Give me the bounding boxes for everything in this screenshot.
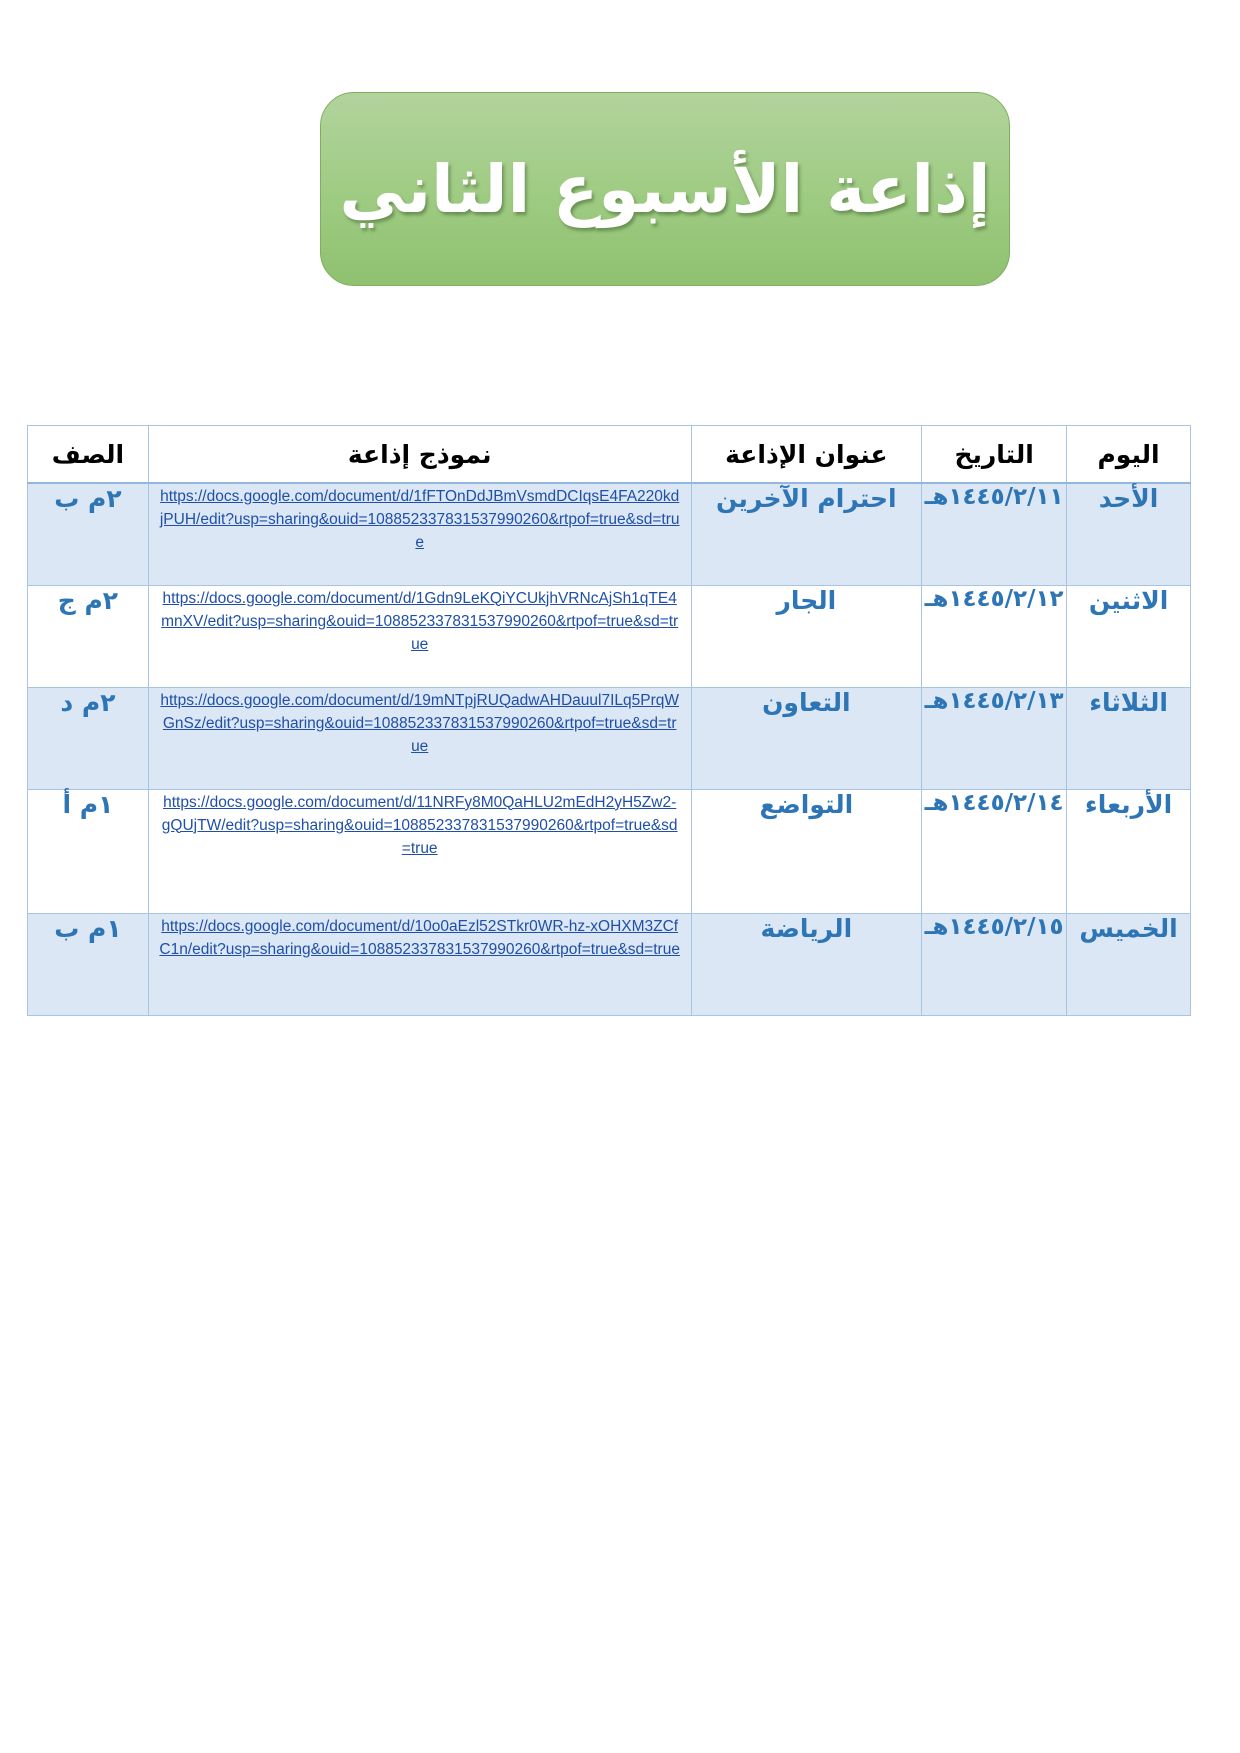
- class-cell: ٢م ج: [28, 585, 149, 687]
- day-cell: الأربعاء: [1067, 789, 1191, 913]
- topic-cell: التعاون: [691, 687, 922, 789]
- schedule-table: [27, 425, 1191, 1016]
- date-cell: ١٤٤٥/٢/١٢هـ: [922, 585, 1067, 687]
- day-cell: الأحد: [1067, 483, 1191, 585]
- day-cell: الاثنين: [1067, 585, 1191, 687]
- header-template: نموذج إذاعة: [148, 426, 691, 484]
- template-link[interactable]: https://docs.google.com/document/d/1fFTOnDdJBmVsmdDCIqsE4FA220kdjPUH/edit?usp=sharing&ouid=108852337831537990260&rtpof=true&sd=true: [159, 488, 680, 551]
- class-cell: ٢م ب: [28, 483, 149, 585]
- template-link[interactable]: https://docs.google.com/document/d/19mNTpjRUQadwAHDauul7ILq5PrqWGnSz/edit?usp=sharing&ouid=108852337831537990260&rtpof=true&sd=true: [160, 691, 679, 755]
- template-cell: [148, 585, 691, 687]
- date-cell: ١٤٤٥/٢/١١هـ: [922, 483, 1067, 585]
- template-link[interactable]: https://docs.google.com/document/d/11NRFy8M0QaHLU2mEdH2yH5Zw2-gQUjTW/edit?usp=sharing&ouid=108852337831537990260&rtpof=true&sd=true: [161, 793, 678, 857]
- template-link[interactable]: https://docs.google.com/document/d/1Gdn9LeKQiYCUkjhVRNcAjSh1qTE4mnXV/edit?usp=sharing&ouid=108852337831537990260&rtpof=true&sd=true: [161, 589, 679, 653]
- date-cell: ١٤٤٥/٢/١٤هـ: [922, 789, 1067, 913]
- table-row: [28, 913, 1191, 1015]
- header-date: التاريخ: [922, 426, 1067, 484]
- class-cell: ١م أ: [28, 789, 149, 913]
- table-row: [28, 687, 1191, 789]
- table-row: [28, 789, 1191, 913]
- date-cell: ١٤٤٥/٢/١٥هـ: [922, 913, 1067, 1015]
- page-title: إذاعة الأسبوع الثاني: [339, 150, 991, 228]
- class-cell: ٢م د: [28, 687, 149, 789]
- topic-cell: التواضع: [691, 789, 922, 913]
- topic-cell: احترام الآخرين: [691, 483, 922, 585]
- table-header-row: [28, 426, 1191, 484]
- topic-cell: الرياضة: [691, 913, 922, 1015]
- title-banner: [320, 92, 1010, 286]
- template-cell: [148, 687, 691, 789]
- header-topic: عنوان الإذاعة: [691, 426, 922, 484]
- date-cell: ١٤٤٥/٢/١٣هـ: [922, 687, 1067, 789]
- template-cell: [148, 789, 691, 913]
- template-cell: [148, 483, 691, 585]
- day-cell: الخميس: [1067, 913, 1191, 1015]
- table-row: [28, 483, 1191, 585]
- topic-cell: الجار: [691, 585, 922, 687]
- table-row: [28, 585, 1191, 687]
- header-day: اليوم: [1067, 426, 1191, 484]
- header-class: الصف: [28, 426, 149, 484]
- template-cell: [148, 913, 691, 1015]
- day-cell: الثلاثاء: [1067, 687, 1191, 789]
- template-link[interactable]: https://docs.google.com/document/d/10o0aEzl52STkr0WR-hz-xOHXM3ZCfC1n/edit?usp=sharing&ouid=108852337831537990260&rtpof=true&sd=true: [159, 917, 680, 958]
- class-cell: ١م ب: [28, 913, 149, 1015]
